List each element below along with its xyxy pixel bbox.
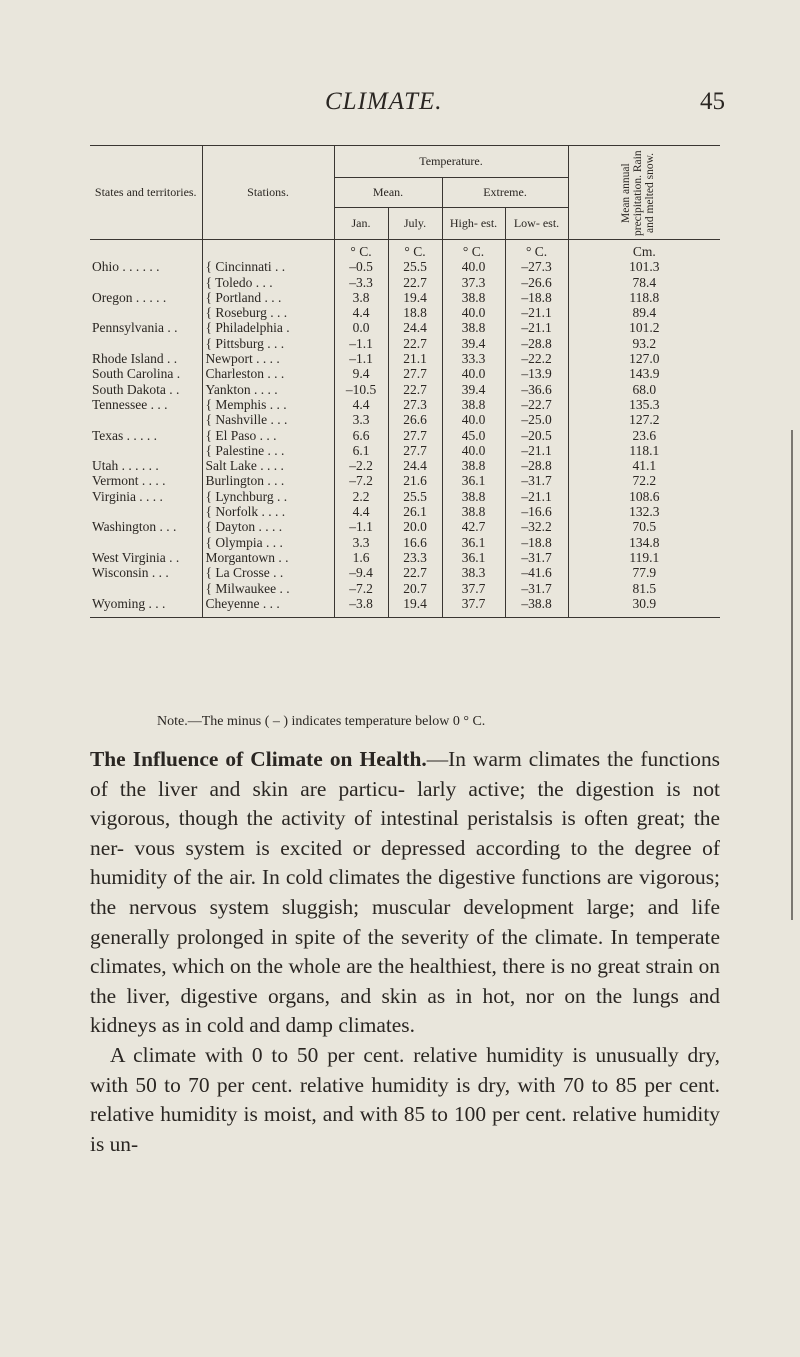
- cell-jan: 4.4: [334, 305, 388, 320]
- cell-high: 38.8: [442, 489, 505, 504]
- page-edge-rule: [791, 430, 793, 920]
- cell-high: 45.0: [442, 428, 505, 443]
- table-row: [90, 443, 720, 458]
- cell-precip: 143.9: [629, 366, 660, 382]
- cell-precip: 118.1: [629, 442, 660, 458]
- cell-jan: 4.4: [334, 397, 388, 412]
- cell-july: 18.8: [388, 305, 442, 320]
- cell-state: Virginia . . . .: [90, 489, 202, 504]
- paragraph-2-text: A climate with 0 to 50 per cent. relative humidity is unusually dry, with 50 to 70 per cent. relative humidity is dry, with 70 to 85 per cent. relative humidity is moist, and with 85 to 100 per cent. relative humidity is un-: [90, 1042, 720, 1156]
- cell-jan: –9.4: [334, 565, 388, 580]
- cell-july: 21.1: [388, 351, 442, 366]
- cell-high: 37.7: [442, 596, 505, 618]
- cell-jan: –3.8: [334, 596, 388, 618]
- table-row: [90, 320, 720, 335]
- cell-state: South Carolina .: [90, 366, 202, 381]
- cell-station: Charleston . . .: [202, 366, 334, 381]
- cell-july: 19.4: [388, 290, 442, 305]
- table-row: [90, 550, 720, 565]
- table-row: [90, 458, 720, 473]
- cell-july: 25.5: [388, 489, 442, 504]
- cell-station: { Lynchburg . .: [202, 489, 334, 504]
- precipitation-label: Mean annual precipitation. Rain and melted snow.: [620, 149, 657, 236]
- table-row: [90, 382, 720, 397]
- cell-precip: 135.3: [629, 396, 660, 412]
- cell-low: –22.7: [505, 397, 568, 412]
- table-row: [90, 336, 720, 351]
- table-row: [90, 428, 720, 443]
- cell-low: –21.1: [505, 443, 568, 458]
- cell-high: 42.7: [442, 519, 505, 534]
- cell-station: { El Paso . . .: [202, 428, 334, 443]
- cell-state: [90, 504, 202, 519]
- table-row: [90, 290, 720, 305]
- cell-precip: 132.3: [629, 504, 660, 520]
- cell-july: 27.7: [388, 428, 442, 443]
- cell-precip: 23.6: [632, 427, 657, 443]
- cell-station: Cheyenne . . .: [202, 596, 334, 618]
- cell-state: [90, 581, 202, 596]
- cell-high: 33.3: [442, 351, 505, 366]
- cell-jan: 2.2: [334, 489, 388, 504]
- cell-jan: –10.5: [334, 382, 388, 397]
- cell-high: 39.4: [442, 382, 505, 397]
- cell-state: South Dakota . .: [90, 382, 202, 397]
- table-row: [90, 275, 720, 290]
- cell-station: { Palestine . . .: [202, 443, 334, 458]
- table-row: [90, 305, 720, 320]
- cell-july: 22.7: [388, 275, 442, 290]
- cell-jan: –3.3: [334, 275, 388, 290]
- cell-jan: 1.6: [334, 550, 388, 565]
- cell-low: –13.9: [505, 366, 568, 381]
- body-text: [90, 745, 720, 1159]
- cell-low: –28.8: [505, 458, 568, 473]
- header-july: July.: [388, 208, 442, 240]
- cell-high: 36.1: [442, 473, 505, 488]
- cell-precip: 101.2: [629, 320, 660, 336]
- cell-jan: –7.2: [334, 473, 388, 488]
- cell-station: { Cincinnati . .: [202, 259, 334, 274]
- cell-low: –21.1: [505, 320, 568, 335]
- cell-precip: 127.0: [629, 351, 660, 367]
- cell-state: Vermont . . . .: [90, 473, 202, 488]
- cell-high: 40.0: [442, 259, 505, 274]
- table-note: Note.—The minus ( – ) indicates temperature below 0 ° C.: [157, 714, 486, 729]
- cell-station: Salt Lake . . . .: [202, 458, 334, 473]
- cell-precip: 68.0: [632, 381, 657, 397]
- cell-low: –38.8: [505, 596, 568, 618]
- cell-station: { Roseburg . . .: [202, 305, 334, 320]
- cell-precip: 89.4: [632, 305, 657, 321]
- cell-precip: 119.1: [629, 549, 660, 565]
- cell-precip: 41.1: [632, 458, 657, 474]
- cell-precip: 72.2: [632, 473, 657, 489]
- cell-july: 24.4: [388, 320, 442, 335]
- cell-low: –32.2: [505, 519, 568, 534]
- cell-station: { Dayton . . . .: [202, 519, 334, 534]
- header-lowest: Low- est.: [505, 208, 568, 240]
- cell-station: Morgantown . .: [202, 550, 334, 565]
- cell-low: –18.8: [505, 290, 568, 305]
- cell-station: { Memphis . . .: [202, 397, 334, 412]
- cell-low: –31.7: [505, 581, 568, 596]
- table-row: [90, 565, 720, 580]
- cell-jan: 3.8: [334, 290, 388, 305]
- table-row: [90, 351, 720, 366]
- cell-july: 21.6: [388, 473, 442, 488]
- cell-july: 16.6: [388, 535, 442, 550]
- cell-july: 23.3: [388, 550, 442, 565]
- cell-jan: –7.2: [334, 581, 388, 596]
- cell-high: 39.4: [442, 336, 505, 351]
- header-mean: Mean.: [334, 178, 442, 208]
- cell-state: [90, 275, 202, 290]
- cell-jan: –1.1: [334, 519, 388, 534]
- cell-high: 38.8: [442, 504, 505, 519]
- cell-station: { Milwaukee . .: [202, 581, 334, 596]
- cell-station: { Philadelphia .: [202, 320, 334, 335]
- climate-table: [90, 145, 720, 618]
- cell-state: Oregon . . . . .: [90, 290, 202, 305]
- cell-high: 38.8: [442, 320, 505, 335]
- table-row: [90, 366, 720, 381]
- cell-july: 27.3: [388, 397, 442, 412]
- cell-july: 27.7: [388, 443, 442, 458]
- cell-state: Utah . . . . . .: [90, 458, 202, 473]
- cell-station: { Portland . . .: [202, 290, 334, 305]
- cell-jan: –2.2: [334, 458, 388, 473]
- cell-jan: 3.3: [334, 535, 388, 550]
- cell-high: 40.0: [442, 305, 505, 320]
- cell-low: –18.8: [505, 535, 568, 550]
- section-heading: The Influence of Climate on Health.: [90, 747, 427, 771]
- cell-station: { Nashville . . .: [202, 412, 334, 427]
- table-row: [90, 412, 720, 427]
- cell-precip: 78.4: [632, 274, 657, 290]
- cell-high: 37.7: [442, 581, 505, 596]
- unit-jan: ° C.: [334, 240, 388, 260]
- cell-station: { Pittsburg . . .: [202, 336, 334, 351]
- cell-state: [90, 412, 202, 427]
- cell-jan: 9.4: [334, 366, 388, 381]
- table-row: [90, 504, 720, 519]
- cell-jan: –1.1: [334, 336, 388, 351]
- cell-low: –26.6: [505, 275, 568, 290]
- climate-table-container: [90, 145, 720, 618]
- cell-state: Texas . . . . .: [90, 428, 202, 443]
- paragraph-1-text: —In warm climates the functions of the liver and skin are particu- larly active; the digestion is not vigorous, though the activity of intestinal peristalsis is often great; the ner- vous system is excited or depressed according to the degree of humidity of the air. In cold climates the digestive functions are vigorous; the nervous system sluggish; muscular development large; and life generally prolonged in spite of the severity of the climate. In temperate climates, which on the whole are the healthiest, there is no great strain on the liver, digestive organs, and skin as in hot, nor on the lungs and kidneys as in cold and damp climates.: [90, 747, 720, 1038]
- cell-july: 27.7: [388, 366, 442, 381]
- running-title: CLIMATE.: [325, 88, 443, 115]
- unit-july: ° C.: [388, 240, 442, 260]
- cell-low: –31.7: [505, 473, 568, 488]
- cell-station: { Toledo . . .: [202, 275, 334, 290]
- cell-state: Wisconsin . . .: [90, 565, 202, 580]
- cell-july: 20.0: [388, 519, 442, 534]
- cell-precip: 77.9: [632, 565, 657, 581]
- cell-july: 22.7: [388, 382, 442, 397]
- cell-high: 36.1: [442, 535, 505, 550]
- cell-july: 22.7: [388, 565, 442, 580]
- cell-high: 40.0: [442, 443, 505, 458]
- cell-station: Burlington . . .: [202, 473, 334, 488]
- cell-low: –22.2: [505, 351, 568, 366]
- cell-july: 20.7: [388, 581, 442, 596]
- cell-high: 40.0: [442, 366, 505, 381]
- cell-station: Yankton . . . .: [202, 382, 334, 397]
- cell-low: –41.6: [505, 565, 568, 580]
- cell-precip: 30.9: [568, 596, 720, 618]
- cell-high: 38.8: [442, 397, 505, 412]
- paragraph-2: [90, 1041, 720, 1159]
- header-states: States and territories.: [90, 146, 202, 240]
- cell-july: 25.5: [388, 259, 442, 274]
- table-row: [90, 535, 720, 550]
- cell-jan: 0.0: [334, 320, 388, 335]
- page-header: [0, 88, 800, 128]
- cell-high: 38.8: [442, 290, 505, 305]
- cell-high: 40.0: [442, 412, 505, 427]
- table-row: [90, 581, 720, 596]
- cell-jan: 6.1: [334, 443, 388, 458]
- cell-state: West Virginia . .: [90, 550, 202, 565]
- cell-jan: 3.3: [334, 412, 388, 427]
- cell-low: –25.0: [505, 412, 568, 427]
- cell-precip: 118.8: [629, 289, 660, 305]
- cell-high: 36.1: [442, 550, 505, 565]
- table-row: [90, 489, 720, 504]
- cell-state: Rhode Island . .: [90, 351, 202, 366]
- header-stations: Stations.: [202, 146, 334, 240]
- cell-state: [90, 336, 202, 351]
- cell-state: Tennessee . . .: [90, 397, 202, 412]
- cell-low: –36.6: [505, 382, 568, 397]
- paragraph-1: [90, 745, 720, 1041]
- table-row: [90, 473, 720, 488]
- units-row: [90, 240, 720, 260]
- header-highest: High- est.: [442, 208, 505, 240]
- cell-state: Pennsylvania . .: [90, 320, 202, 335]
- cell-precip: 127.2: [629, 412, 660, 428]
- cell-july: 22.7: [388, 336, 442, 351]
- cell-precip: 70.5: [632, 519, 657, 535]
- cell-station: { Olympia . . .: [202, 535, 334, 550]
- cell-low: –20.5: [505, 428, 568, 443]
- cell-low: –27.3: [505, 259, 568, 274]
- table-row: [90, 519, 720, 534]
- cell-jan: –0.5: [334, 259, 388, 274]
- header-jan: Jan.: [334, 208, 388, 240]
- cell-july: 26.1: [388, 504, 442, 519]
- cell-precip: 81.5: [632, 580, 657, 596]
- page-number: 45: [700, 88, 725, 115]
- table-row: [90, 259, 720, 274]
- cell-low: –21.1: [505, 305, 568, 320]
- cell-high: 38.3: [442, 565, 505, 580]
- cell-precip: 93.2: [632, 335, 657, 351]
- table-row: [90, 596, 720, 618]
- cell-precip: 108.6: [629, 488, 660, 504]
- unit-low: ° C.: [505, 240, 568, 260]
- cell-state: Wyoming . . .: [90, 596, 202, 618]
- cell-low: –16.6: [505, 504, 568, 519]
- cell-state: [90, 535, 202, 550]
- cell-station: { La Crosse . .: [202, 565, 334, 580]
- climate-table-body: [90, 240, 720, 618]
- cell-state: Ohio . . . . . .: [90, 259, 202, 274]
- cell-precip: 134.8: [629, 534, 660, 550]
- cell-station: { Norfolk . . . .: [202, 504, 334, 519]
- cell-low: –28.8: [505, 336, 568, 351]
- cell-low: –21.1: [505, 489, 568, 504]
- unit-precip: Cm.: [568, 240, 720, 260]
- table-row: [90, 397, 720, 412]
- cell-jan: 6.6: [334, 428, 388, 443]
- cell-station: Newport . . . .: [202, 351, 334, 366]
- unit-high: ° C.: [442, 240, 505, 260]
- cell-jan: 4.4: [334, 504, 388, 519]
- cell-july: 26.6: [388, 412, 442, 427]
- cell-high: 37.3: [442, 275, 505, 290]
- cell-precip: 101.3: [629, 259, 660, 275]
- cell-jan: –1.1: [334, 351, 388, 366]
- cell-low: –31.7: [505, 550, 568, 565]
- cell-state: [90, 443, 202, 458]
- cell-july: 24.4: [388, 458, 442, 473]
- cell-state: [90, 305, 202, 320]
- cell-state: Washington . . .: [90, 519, 202, 534]
- header-extreme: Extreme.: [442, 178, 568, 208]
- cell-july: 19.4: [388, 596, 442, 618]
- header-temperature: Temperature.: [334, 146, 568, 178]
- cell-high: 38.8: [442, 458, 505, 473]
- header-precipitation: [568, 146, 720, 240]
